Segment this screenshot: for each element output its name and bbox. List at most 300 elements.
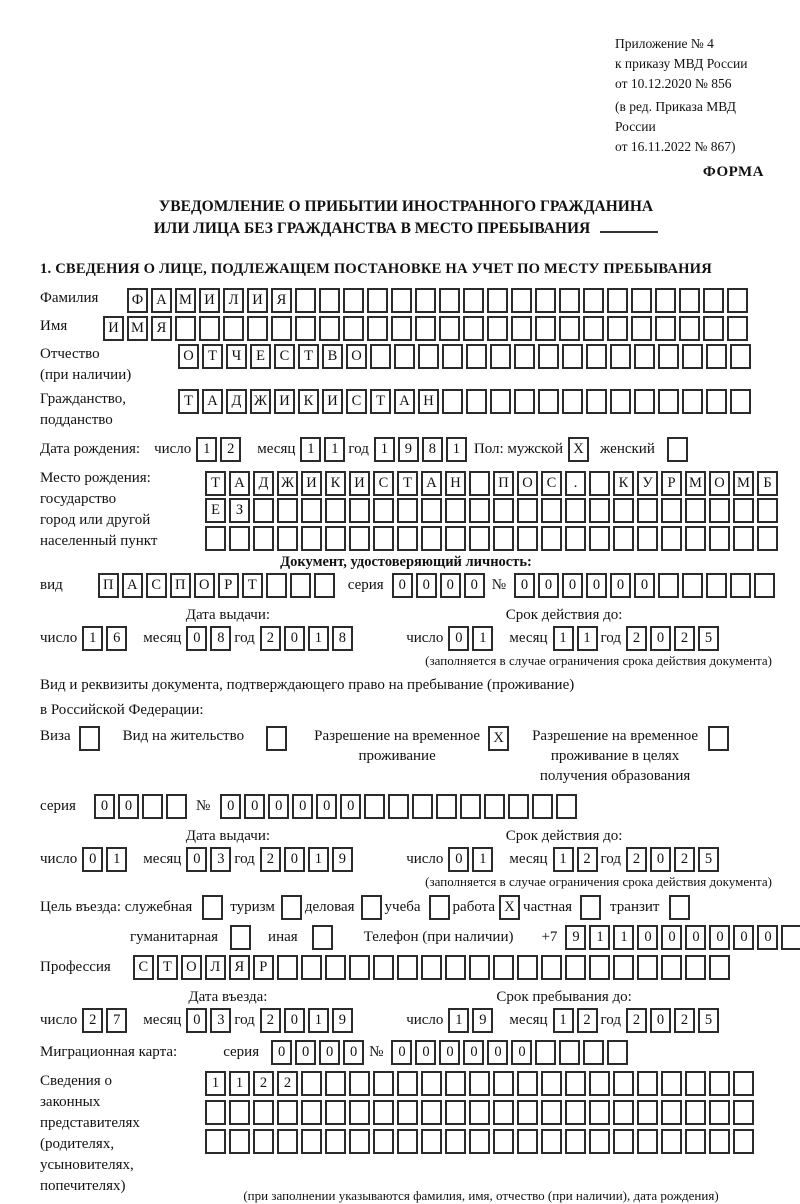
char-cell[interactable]: Т <box>157 955 178 980</box>
char-cell[interactable] <box>559 1040 580 1065</box>
char-cell[interactable] <box>312 925 333 950</box>
char-cell[interactable]: 1 <box>589 925 610 950</box>
char-cell[interactable] <box>706 573 727 598</box>
char-cell[interactable]: 2 <box>577 847 598 872</box>
char-cell[interactable] <box>706 389 727 414</box>
char-cell[interactable] <box>460 794 481 819</box>
char-cell[interactable] <box>469 1129 490 1154</box>
char-cell[interactable] <box>586 344 607 369</box>
char-cell[interactable] <box>703 316 724 341</box>
char-cell[interactable] <box>247 316 268 341</box>
char-cell[interactable]: 6 <box>106 626 127 651</box>
char-cell[interactable] <box>373 1129 394 1154</box>
char-cell[interactable] <box>484 794 505 819</box>
char-cell[interactable] <box>373 526 394 551</box>
char-cell[interactable] <box>565 1100 586 1125</box>
char-cell[interactable] <box>708 726 729 751</box>
char-cell[interactable] <box>517 1100 538 1125</box>
char-cell[interactable] <box>421 955 442 980</box>
char-cell[interactable] <box>281 895 302 920</box>
char-cell[interactable] <box>562 344 583 369</box>
char-cell[interactable] <box>442 344 463 369</box>
char-cell[interactable] <box>388 794 409 819</box>
char-cell[interactable] <box>314 573 335 598</box>
char-cell[interactable]: А <box>202 389 223 414</box>
char-cell[interactable]: С <box>373 471 394 496</box>
char-cell[interactable]: 0 <box>538 573 559 598</box>
char-cell[interactable] <box>517 526 538 551</box>
char-cell[interactable]: 0 <box>391 1040 412 1065</box>
char-cell[interactable]: М <box>733 471 754 496</box>
char-cell[interactable]: 0 <box>316 794 337 819</box>
char-cell[interactable] <box>607 288 628 313</box>
char-cell[interactable] <box>301 526 322 551</box>
char-cell[interactable] <box>325 498 346 523</box>
char-cell[interactable]: С <box>274 344 295 369</box>
char-cell[interactable] <box>445 1071 466 1096</box>
char-cell[interactable] <box>685 1071 706 1096</box>
char-cell[interactable] <box>589 1129 610 1154</box>
char-cell[interactable] <box>469 1071 490 1096</box>
char-cell[interactable]: 0 <box>118 794 139 819</box>
char-cell[interactable] <box>373 1071 394 1096</box>
char-cell[interactable]: М <box>685 471 706 496</box>
char-cell[interactable] <box>266 573 287 598</box>
char-cell[interactable]: О <box>181 955 202 980</box>
char-cell[interactable]: 0 <box>284 1008 305 1033</box>
char-cell[interactable] <box>583 1040 604 1065</box>
char-cell[interactable] <box>277 1129 298 1154</box>
char-cell[interactable] <box>439 288 460 313</box>
char-cell[interactable] <box>538 389 559 414</box>
char-cell[interactable] <box>541 1071 562 1096</box>
char-cell[interactable] <box>610 389 631 414</box>
char-cell[interactable] <box>295 316 316 341</box>
char-cell[interactable]: О <box>178 344 199 369</box>
char-cell[interactable] <box>277 498 298 523</box>
char-cell[interactable] <box>532 794 553 819</box>
char-cell[interactable]: Б <box>757 471 778 496</box>
char-cell[interactable] <box>421 1100 442 1125</box>
char-cell[interactable] <box>610 344 631 369</box>
char-cell[interactable] <box>325 1071 346 1096</box>
char-cell[interactable] <box>343 316 364 341</box>
char-cell[interactable]: 9 <box>565 925 586 950</box>
char-cell[interactable]: 1 <box>196 437 217 462</box>
char-cell[interactable]: 8 <box>422 437 443 462</box>
char-cell[interactable]: 0 <box>448 626 469 651</box>
char-cell[interactable]: Л <box>205 955 226 980</box>
char-cell[interactable] <box>493 498 514 523</box>
char-cell[interactable] <box>429 895 450 920</box>
char-cell[interactable]: 1 <box>374 437 395 462</box>
char-cell[interactable] <box>445 955 466 980</box>
char-cell[interactable] <box>415 316 436 341</box>
char-cell[interactable] <box>397 955 418 980</box>
char-cell[interactable] <box>421 526 442 551</box>
char-cell[interactable] <box>412 794 433 819</box>
char-cell[interactable]: 0 <box>709 925 730 950</box>
char-cell[interactable] <box>349 1129 370 1154</box>
char-cell[interactable]: 2 <box>626 847 647 872</box>
char-cell[interactable] <box>445 498 466 523</box>
char-cell[interactable]: Т <box>298 344 319 369</box>
char-cell[interactable]: З <box>229 498 250 523</box>
char-cell[interactable]: 1 <box>308 847 329 872</box>
char-cell[interactable] <box>266 726 287 751</box>
char-cell[interactable]: Т <box>205 471 226 496</box>
char-cell[interactable]: К <box>325 471 346 496</box>
char-cell[interactable] <box>655 288 676 313</box>
char-cell[interactable] <box>709 1071 730 1096</box>
char-cell[interactable] <box>490 344 511 369</box>
char-cell[interactable]: О <box>709 471 730 496</box>
char-cell[interactable] <box>79 726 100 751</box>
char-cell[interactable] <box>727 316 748 341</box>
char-cell[interactable]: М <box>175 288 196 313</box>
char-cell[interactable] <box>556 794 577 819</box>
char-cell[interactable] <box>511 316 532 341</box>
char-cell[interactable]: 0 <box>733 925 754 950</box>
char-cell[interactable] <box>202 895 223 920</box>
char-cell[interactable] <box>637 955 658 980</box>
char-cell[interactable] <box>733 1129 754 1154</box>
char-cell[interactable] <box>442 389 463 414</box>
char-cell[interactable]: У <box>637 471 658 496</box>
char-cell[interactable] <box>661 498 682 523</box>
char-cell[interactable] <box>781 925 800 950</box>
char-cell[interactable] <box>391 288 412 313</box>
char-cell[interactable] <box>253 526 274 551</box>
char-cell[interactable] <box>733 1071 754 1096</box>
char-cell[interactable] <box>349 955 370 980</box>
char-cell[interactable] <box>514 344 535 369</box>
char-cell[interactable]: 1 <box>308 626 329 651</box>
char-cell[interactable]: П <box>170 573 191 598</box>
char-cell[interactable] <box>565 955 586 980</box>
char-cell[interactable] <box>397 1100 418 1125</box>
char-cell[interactable]: К <box>298 389 319 414</box>
char-cell[interactable] <box>634 344 655 369</box>
char-cell[interactable] <box>205 526 226 551</box>
char-cell[interactable] <box>682 389 703 414</box>
char-cell[interactable] <box>325 955 346 980</box>
char-cell[interactable] <box>655 316 676 341</box>
char-cell[interactable] <box>301 1129 322 1154</box>
char-cell[interactable] <box>613 1129 634 1154</box>
char-cell[interactable] <box>142 794 163 819</box>
char-cell[interactable] <box>367 316 388 341</box>
char-cell[interactable] <box>205 1100 226 1125</box>
char-cell[interactable]: Л <box>223 288 244 313</box>
char-cell[interactable]: Т <box>178 389 199 414</box>
char-cell[interactable] <box>439 316 460 341</box>
char-cell[interactable]: 5 <box>698 626 719 651</box>
char-cell[interactable]: Е <box>205 498 226 523</box>
char-cell[interactable] <box>661 955 682 980</box>
char-cell[interactable]: 0 <box>220 794 241 819</box>
char-cell[interactable] <box>205 1129 226 1154</box>
char-cell[interactable]: В <box>322 344 343 369</box>
char-cell[interactable] <box>541 1100 562 1125</box>
char-cell[interactable]: С <box>133 955 154 980</box>
char-cell[interactable]: 2 <box>626 1008 647 1033</box>
char-cell[interactable] <box>373 1100 394 1125</box>
char-cell[interactable] <box>493 1071 514 1096</box>
char-cell[interactable] <box>325 526 346 551</box>
char-cell[interactable] <box>757 526 778 551</box>
char-cell[interactable]: Е <box>250 344 271 369</box>
char-cell[interactable] <box>229 1129 250 1154</box>
char-cell[interactable]: А <box>421 471 442 496</box>
char-cell[interactable]: 0 <box>650 847 671 872</box>
char-cell[interactable] <box>613 1100 634 1125</box>
char-cell[interactable]: Я <box>271 288 292 313</box>
char-cell[interactable]: 2 <box>674 1008 695 1033</box>
char-cell[interactable]: 2 <box>82 1008 103 1033</box>
char-cell[interactable]: 1 <box>324 437 345 462</box>
char-cell[interactable]: П <box>98 573 119 598</box>
char-cell[interactable] <box>709 955 730 980</box>
char-cell[interactable]: 0 <box>439 1040 460 1065</box>
char-cell[interactable]: 9 <box>398 437 419 462</box>
char-cell[interactable] <box>709 1100 730 1125</box>
char-cell[interactable]: 1 <box>229 1071 250 1096</box>
char-cell[interactable]: 0 <box>271 1040 292 1065</box>
char-cell[interactable] <box>493 1100 514 1125</box>
char-cell[interactable]: 0 <box>186 847 207 872</box>
char-cell[interactable]: Р <box>661 471 682 496</box>
char-cell[interactable] <box>466 344 487 369</box>
char-cell[interactable] <box>565 1129 586 1154</box>
char-cell[interactable]: 9 <box>332 1008 353 1033</box>
char-cell[interactable]: 8 <box>332 626 353 651</box>
char-cell[interactable] <box>373 498 394 523</box>
char-cell[interactable] <box>607 1040 628 1065</box>
char-cell[interactable] <box>415 288 436 313</box>
char-cell[interactable] <box>589 526 610 551</box>
char-cell[interactable]: 0 <box>511 1040 532 1065</box>
char-cell[interactable] <box>349 526 370 551</box>
char-cell[interactable] <box>397 498 418 523</box>
char-cell[interactable] <box>319 316 340 341</box>
char-cell[interactable]: 0 <box>661 925 682 950</box>
char-cell[interactable]: 0 <box>319 1040 340 1065</box>
char-cell[interactable] <box>253 498 274 523</box>
char-cell[interactable]: 1 <box>82 626 103 651</box>
char-cell[interactable]: . <box>565 471 586 496</box>
char-cell[interactable] <box>667 437 688 462</box>
char-cell[interactable] <box>223 316 244 341</box>
char-cell[interactable] <box>589 1100 610 1125</box>
char-cell[interactable] <box>730 573 751 598</box>
char-cell[interactable] <box>349 1100 370 1125</box>
char-cell[interactable] <box>580 895 601 920</box>
char-cell[interactable] <box>565 498 586 523</box>
char-cell[interactable] <box>613 955 634 980</box>
char-cell[interactable] <box>757 498 778 523</box>
char-cell[interactable]: 2 <box>253 1071 274 1096</box>
char-cell[interactable]: 0 <box>186 626 207 651</box>
char-cell[interactable]: 5 <box>698 847 719 872</box>
char-cell[interactable] <box>166 794 187 819</box>
char-cell[interactable]: 0 <box>343 1040 364 1065</box>
char-cell[interactable]: 2 <box>220 437 241 462</box>
char-cell[interactable]: 0 <box>415 1040 436 1065</box>
char-cell[interactable]: 0 <box>416 573 437 598</box>
char-cell[interactable] <box>325 1100 346 1125</box>
char-cell[interactable] <box>733 1100 754 1125</box>
char-cell[interactable]: 0 <box>634 573 655 598</box>
char-cell[interactable]: Д <box>253 471 274 496</box>
char-cell[interactable]: 9 <box>472 1008 493 1033</box>
char-cell[interactable] <box>661 1071 682 1096</box>
char-cell[interactable]: 0 <box>82 847 103 872</box>
char-cell[interactable]: И <box>301 471 322 496</box>
char-cell[interactable]: 0 <box>292 794 313 819</box>
char-cell[interactable] <box>565 1071 586 1096</box>
char-cell[interactable] <box>727 288 748 313</box>
char-cell[interactable] <box>290 573 311 598</box>
char-cell[interactable]: 0 <box>244 794 265 819</box>
char-cell[interactable] <box>538 344 559 369</box>
char-cell[interactable]: 0 <box>284 847 305 872</box>
char-cell[interactable]: 8 <box>210 626 231 651</box>
char-cell[interactable] <box>469 498 490 523</box>
char-cell[interactable]: X <box>488 726 509 751</box>
char-cell[interactable]: И <box>274 389 295 414</box>
char-cell[interactable] <box>685 526 706 551</box>
char-cell[interactable] <box>706 344 727 369</box>
char-cell[interactable] <box>613 526 634 551</box>
char-cell[interactable] <box>421 1071 442 1096</box>
char-cell[interactable] <box>658 389 679 414</box>
char-cell[interactable]: 2 <box>577 1008 598 1033</box>
char-cell[interactable] <box>754 573 775 598</box>
char-cell[interactable] <box>565 526 586 551</box>
char-cell[interactable] <box>397 1129 418 1154</box>
char-cell[interactable] <box>637 1100 658 1125</box>
char-cell[interactable]: И <box>103 316 124 341</box>
char-cell[interactable] <box>559 316 580 341</box>
char-cell[interactable] <box>277 955 298 980</box>
char-cell[interactable] <box>613 498 634 523</box>
char-cell[interactable] <box>583 288 604 313</box>
char-cell[interactable] <box>517 955 538 980</box>
char-cell[interactable] <box>175 316 196 341</box>
char-cell[interactable]: 2 <box>260 626 281 651</box>
char-cell[interactable] <box>682 573 703 598</box>
char-cell[interactable] <box>631 288 652 313</box>
char-cell[interactable]: Т <box>242 573 263 598</box>
char-cell[interactable] <box>364 794 385 819</box>
char-cell[interactable] <box>445 526 466 551</box>
char-cell[interactable] <box>661 526 682 551</box>
char-cell[interactable]: 3 <box>210 847 231 872</box>
char-cell[interactable] <box>421 498 442 523</box>
char-cell[interactable] <box>487 316 508 341</box>
char-cell[interactable] <box>535 316 556 341</box>
char-cell[interactable]: 0 <box>186 1008 207 1033</box>
char-cell[interactable] <box>394 344 415 369</box>
char-cell[interactable] <box>679 316 700 341</box>
char-cell[interactable] <box>295 288 316 313</box>
char-cell[interactable]: 0 <box>448 847 469 872</box>
char-cell[interactable]: 0 <box>514 573 535 598</box>
char-cell[interactable]: 1 <box>472 626 493 651</box>
char-cell[interactable] <box>469 526 490 551</box>
char-cell[interactable]: 1 <box>446 437 467 462</box>
char-cell[interactable]: 9 <box>332 847 353 872</box>
char-cell[interactable] <box>685 955 706 980</box>
char-cell[interactable] <box>589 1071 610 1096</box>
char-cell[interactable]: 1 <box>106 847 127 872</box>
char-cell[interactable] <box>634 389 655 414</box>
char-cell[interactable]: 1 <box>553 1008 574 1033</box>
char-cell[interactable] <box>637 498 658 523</box>
char-cell[interactable] <box>469 955 490 980</box>
char-cell[interactable]: О <box>194 573 215 598</box>
char-cell[interactable] <box>349 1071 370 1096</box>
char-cell[interactable] <box>508 794 529 819</box>
char-cell[interactable] <box>301 955 322 980</box>
char-cell[interactable]: С <box>146 573 167 598</box>
char-cell[interactable] <box>661 1100 682 1125</box>
char-cell[interactable] <box>301 498 322 523</box>
char-cell[interactable] <box>277 526 298 551</box>
char-cell[interactable]: Ж <box>250 389 271 414</box>
char-cell[interactable]: 2 <box>626 626 647 651</box>
char-cell[interactable]: 0 <box>340 794 361 819</box>
char-cell[interactable]: 3 <box>210 1008 231 1033</box>
char-cell[interactable]: 0 <box>268 794 289 819</box>
char-cell[interactable] <box>685 1100 706 1125</box>
char-cell[interactable]: 0 <box>284 626 305 651</box>
char-cell[interactable] <box>709 498 730 523</box>
char-cell[interactable] <box>349 498 370 523</box>
char-cell[interactable]: 1 <box>205 1071 226 1096</box>
char-cell[interactable] <box>325 1129 346 1154</box>
char-cell[interactable] <box>637 526 658 551</box>
char-cell[interactable] <box>370 344 391 369</box>
char-cell[interactable] <box>658 344 679 369</box>
char-cell[interactable] <box>658 573 679 598</box>
char-cell[interactable] <box>511 288 532 313</box>
char-cell[interactable] <box>730 389 751 414</box>
char-cell[interactable]: А <box>229 471 250 496</box>
char-cell[interactable] <box>229 1100 250 1125</box>
char-cell[interactable]: Я <box>229 955 250 980</box>
char-cell[interactable] <box>589 955 610 980</box>
char-cell[interactable]: Ф <box>127 288 148 313</box>
char-cell[interactable] <box>271 316 292 341</box>
char-cell[interactable]: Т <box>397 471 418 496</box>
char-cell[interactable]: Ч <box>226 344 247 369</box>
char-cell[interactable] <box>230 925 251 950</box>
char-cell[interactable] <box>541 526 562 551</box>
char-cell[interactable]: 0 <box>637 925 658 950</box>
char-cell[interactable]: С <box>541 471 562 496</box>
char-cell[interactable]: 0 <box>650 626 671 651</box>
char-cell[interactable]: 0 <box>586 573 607 598</box>
char-cell[interactable]: 1 <box>308 1008 329 1033</box>
char-cell[interactable] <box>490 389 511 414</box>
char-cell[interactable]: Р <box>253 955 274 980</box>
char-cell[interactable]: И <box>247 288 268 313</box>
char-cell[interactable] <box>361 895 382 920</box>
char-cell[interactable] <box>586 389 607 414</box>
char-cell[interactable] <box>469 471 490 496</box>
